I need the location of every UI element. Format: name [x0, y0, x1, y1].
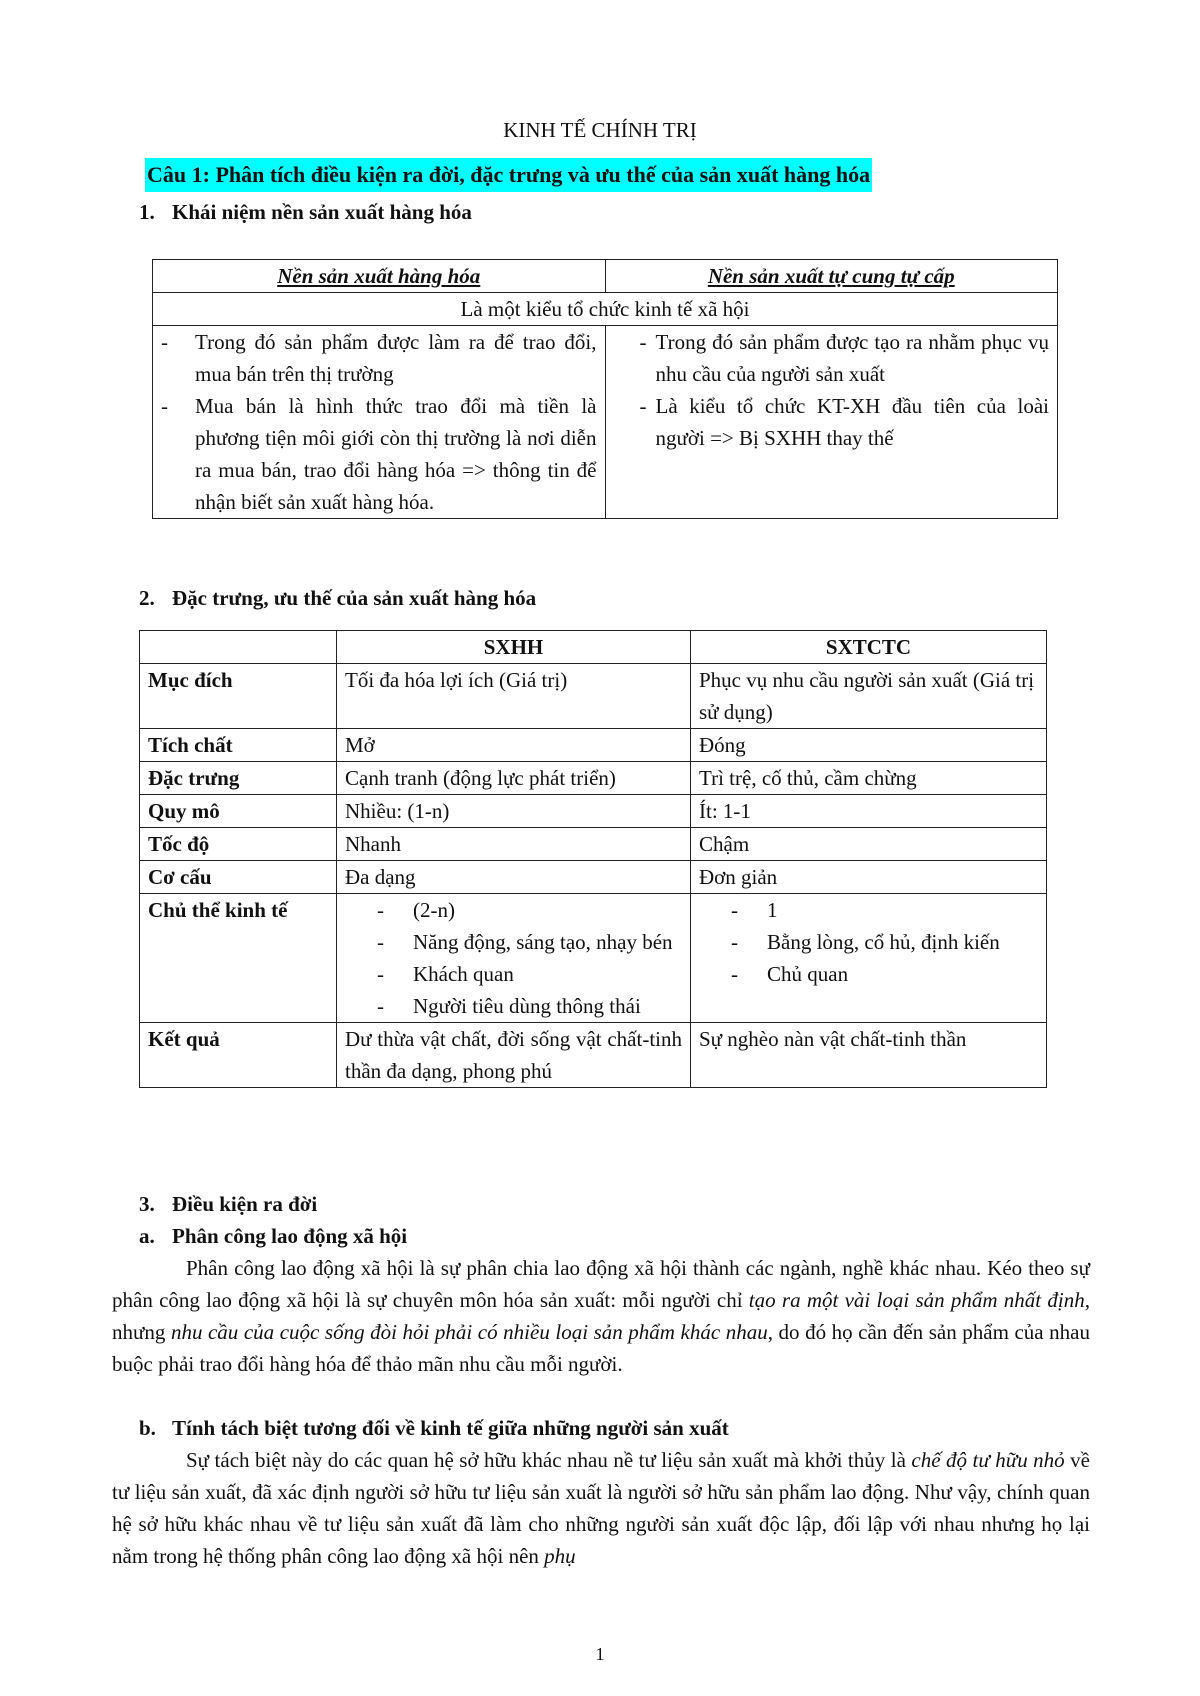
table-header: SXHH	[337, 631, 691, 664]
section-label: Tính tách biệt tương đối về kinh tế giữa những người sản xuất	[172, 1416, 729, 1440]
table-span-cell: Là một kiểu tổ chức kinh tế xã hội	[153, 293, 1058, 326]
row-label: Cơ cấu	[140, 861, 337, 894]
comparison-table-concept	[152, 259, 1058, 519]
section-number: 2.	[139, 586, 155, 610]
row-label: Chủ thể kinh tế	[140, 894, 337, 1023]
section-number: 3.	[139, 1192, 155, 1216]
table-row	[140, 828, 1047, 861]
list-item: - Trong đó sản phẩm được làm ra để trao đổi, mua bán trên thị trường	[161, 326, 597, 390]
table-row	[140, 795, 1047, 828]
para-italic: chế độ tư hữu nhỏ	[911, 1448, 1065, 1472]
row-label: Tích chất	[140, 729, 337, 762]
row-label: Đặc trưng	[140, 762, 337, 795]
table-cell: Ít: 1-1	[691, 795, 1047, 828]
list-item: - Chủ quan	[731, 958, 1038, 990]
list-item: - Mua bán là hình thức trao đổi mà tiền là phương tiện môi giới còn thị trường là nơi diễn ra mua bán, trao đổi hàng hóa => thông tin để nhận biết sản xuất hàng hóa.	[161, 390, 597, 518]
table-cell: Nhanh	[337, 828, 691, 861]
table-header: Nền sản xuất tự cung tự cấp	[605, 260, 1058, 293]
table-cell: Đơn giản	[691, 861, 1047, 894]
section-label: Phân công lao động xã hội	[172, 1224, 408, 1248]
table-row	[140, 861, 1047, 894]
section-number: b.	[139, 1416, 156, 1440]
table-row	[140, 1023, 1047, 1088]
table-cell-left	[153, 326, 606, 519]
list-item: - Là kiểu tổ chức KT-XH đầu tiên của loài người => Bị SXHH thay thế	[640, 390, 1050, 454]
table-row	[140, 729, 1047, 762]
list-item: - Năng động, sáng tạo, nhạy bén	[377, 926, 682, 958]
question-heading: Câu 1: Phân tích điều kiện ra đời, đặc trưng và ưu thế của sản xuất hàng hóa	[145, 158, 872, 192]
para-text: về tư liệu sản xuất, đã xác định người sở hữu tư liệu sản xuất là người sở hữu sản phẩm lao động. Như vậy, chính quan hệ sở hữu khác nhau về tư liệu sản xuất đã làm cho những người sản xuất độc lập, đối lập với nhau nhưng họ lại nằm trong hệ thống phân công lao động xã hội nên	[112, 1448, 1090, 1568]
section-label: Khái niệm nền sản xuất hàng hóa	[172, 200, 472, 224]
list-item: - (2-n)	[377, 894, 682, 926]
comparison-table-features	[139, 630, 1047, 1088]
list-item: - 1	[731, 894, 1038, 926]
table-cell: Đa dạng	[337, 861, 691, 894]
list-item: - Khách quan	[377, 958, 682, 990]
list-item: - Người tiêu dùng thông thái	[377, 990, 682, 1022]
section-label: Đặc trưng, ưu thế của sản xuất hàng hóa	[172, 586, 537, 610]
para-text: , do đó họ cần đến sản phẩm của nhau buộc phải trao đổi hàng hóa để thảo mãn nhu cầu mỗi người.	[112, 1320, 1090, 1376]
para-text: Phân công lao động xã hội là sự phân chia lao động xã hội thành các ngành, nghề khác nhau. Kéo theo sự phân công lao động xã hội là sự chuyên môn hóa sản xuất: mỗi người chỉ	[112, 1256, 1090, 1312]
table-cell: Chậm	[691, 828, 1047, 861]
table-cell-right	[605, 326, 1058, 519]
section-number: 1.	[139, 200, 155, 224]
table-cell: Trì trệ, cố thủ, cầm chừng	[691, 762, 1047, 795]
table-row	[140, 762, 1047, 795]
table-header: Nền sản xuất hàng hóa	[153, 260, 606, 293]
para-text: , nhưng	[112, 1288, 1090, 1344]
section-label: Điều kiện ra đời	[172, 1192, 318, 1216]
table-cell: Phục vụ nhu cầu người sản xuất (Giá trị sử dụng)	[691, 664, 1047, 729]
document-title: KINH TẾ CHÍNH TRỊ	[503, 118, 697, 142]
row-label: Kết quả	[140, 1023, 337, 1088]
subsection-heading-a	[139, 1220, 407, 1252]
table-header: SXTCTC	[691, 631, 1047, 664]
table-cell: Cạnh tranh (động lực phát triển)	[337, 762, 691, 795]
section-heading-1	[139, 196, 472, 228]
page-number: 1	[595, 1644, 605, 1664]
paragraph-economic-separation	[112, 1444, 1090, 1572]
section-heading-3	[139, 1188, 317, 1220]
table-cell: Mở	[337, 729, 691, 762]
table-cell: Sự nghèo nàn vật chất-tinh thần	[691, 1023, 1047, 1088]
section-number: a.	[139, 1224, 155, 1248]
table-row	[140, 664, 1047, 729]
para-italic: phụ	[544, 1544, 576, 1568]
table-cell	[691, 894, 1047, 1023]
list-item: - Bằng lòng, cổ hủ, định kiến	[731, 926, 1038, 958]
row-label: Mục đích	[140, 664, 337, 729]
paragraph-labor-division	[112, 1252, 1090, 1380]
para-italic: tạo ra một vài loại sản phẩm nhất định	[748, 1288, 1085, 1312]
table-cell: Dư thừa vật chất, đời sống vật chất-tinh thần đa dạng, phong phú	[337, 1023, 691, 1088]
section-heading-2	[139, 582, 536, 614]
list-item: - Trong đó sản phẩm được tạo ra nhằm phục vụ nhu cầu của người sản xuất	[640, 326, 1050, 390]
row-label: Quy mô	[140, 795, 337, 828]
table-row	[140, 894, 1047, 1023]
para-italic: nhu cầu của cuộc sống đòi hỏi phải có nhiều loại sản phẩm khác nhau	[170, 1320, 768, 1344]
table-header	[140, 631, 337, 664]
table-cell: Đóng	[691, 729, 1047, 762]
row-label: Tốc độ	[140, 828, 337, 861]
subsection-heading-b	[139, 1412, 729, 1444]
table-cell	[337, 894, 691, 1023]
table-cell: Tối đa hóa lợi ích (Giá trị)	[337, 664, 691, 729]
para-text: Sự tách biệt này do các quan hệ sở hữu khác nhau nề tư liệu sản xuất mà khởi thủy là	[186, 1448, 912, 1472]
table-cell: Nhiều: (1-n)	[337, 795, 691, 828]
